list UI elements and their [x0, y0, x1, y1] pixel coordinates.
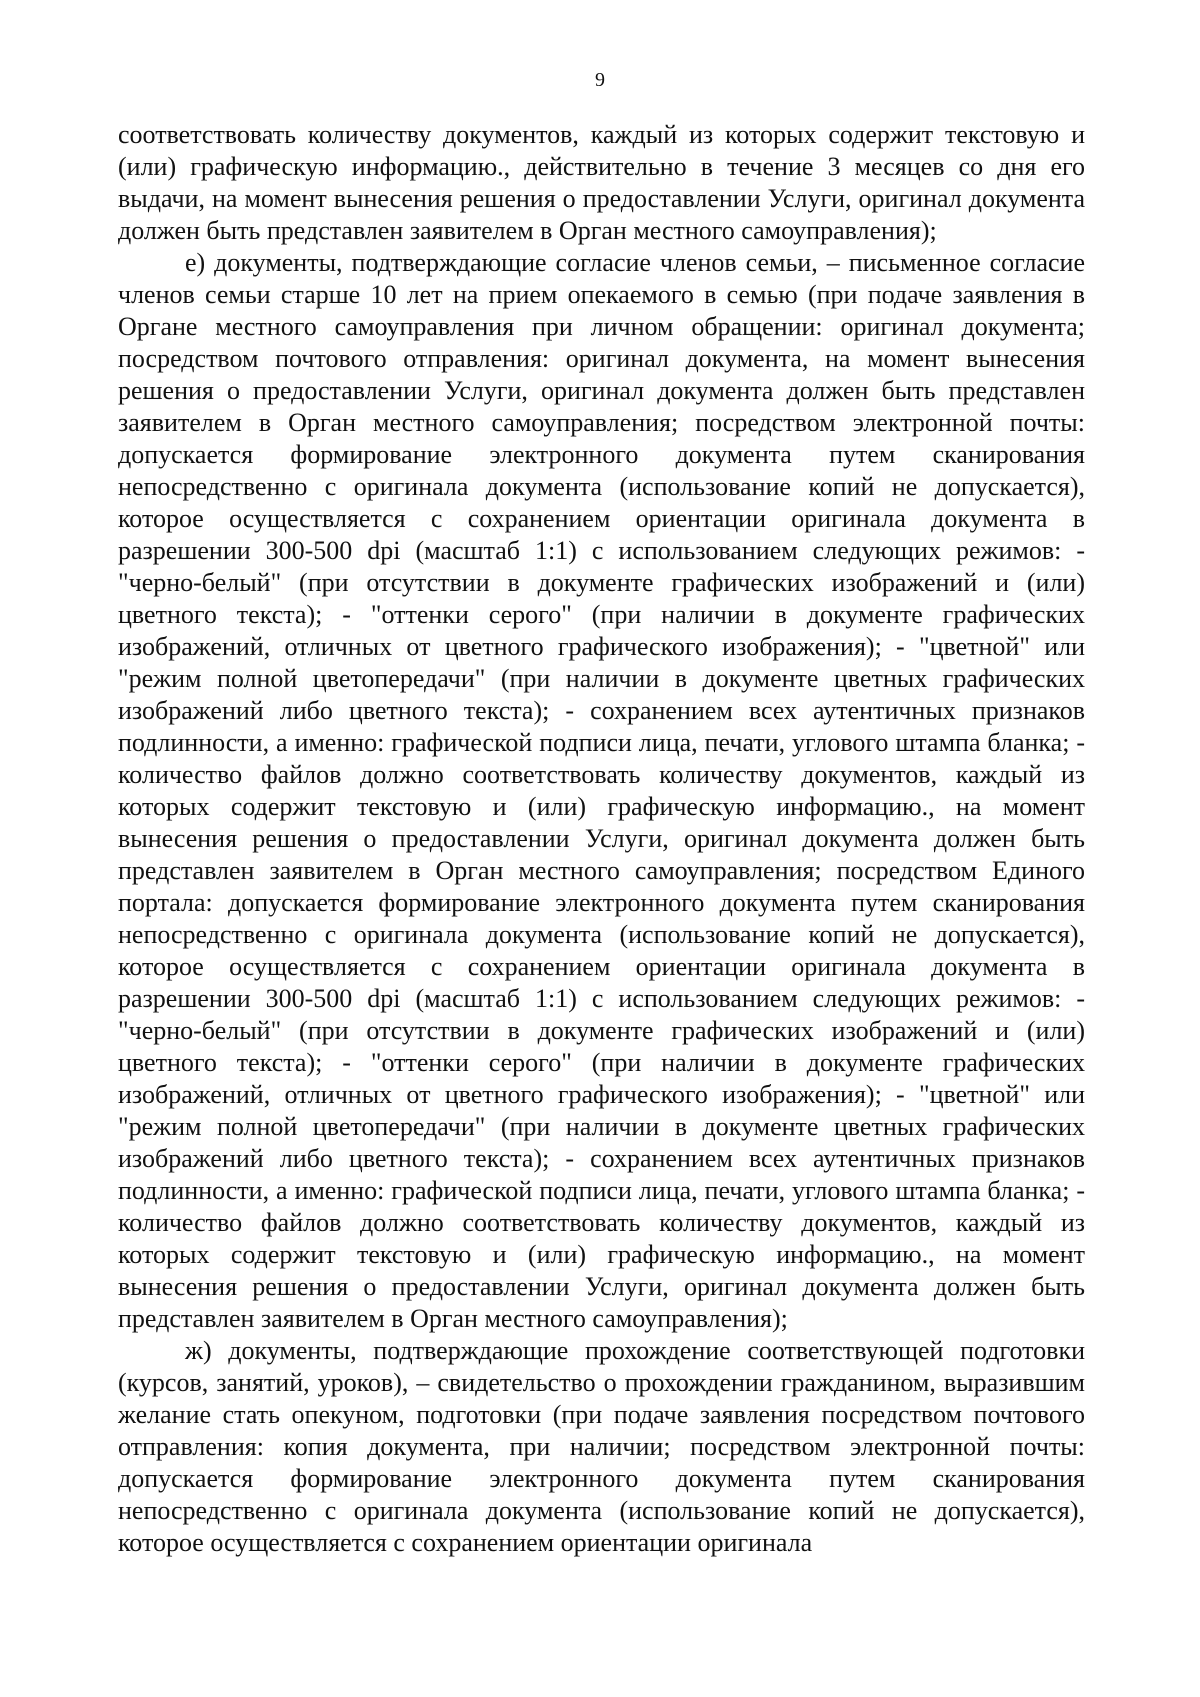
page-number: 9	[595, 69, 605, 91]
paragraph-item-e: е) документы, подтверждающие согласие членов семьи, – письменное согласие членов семьи старше 10 лет на прием опекаемого в семью (при подаче заявления в Органе местного самоуправления при личном обращении: оригинал документа; посредством почтового отправления: оригинал документа, на момент вынесения решения о предоставлении Услуги, оригинал документа должен быть представлен заявителем в Орган местного самоуправления; посредством электронной почты: допускается формирование электронного документа путем сканирования непосредственно с оригинала документа (использование копий не допускается), которое осуществляется с сохранением ориентации оригинала документа в разрешении 300-500 dpi (масштаб 1:1) с использованием следующих режимов: - "черно-белый" (при отсутствии в документе графических изображений и (или) цветного текста); - "оттенки серого" (при наличии в документе графических изображений, отличных от цветного графического изображения); - "цветной" или "режим полной цветопередачи" (при наличии в документе цветных графических изображений либо цветного текста); - сохранением всех аутентичных признаков подлинности, а именно: графической подписи лица, печати, углового штампа бланка; - количество файлов должно соответствовать количеству документов, каждый из которых содержит текстовую и (или) графическую информацию., на момент вынесения решения о предоставлении Услуги, оригинал документа должен быть представлен заявителем в Орган местного самоуправления; посредством Единого портала: допускается формирование электронного документа путем сканирования непосредственно с оригинала документа (использование копий не допускается), которое осуществляется с сохранением ориентации оригинала документа в разрешении 300-500 dpi (масштаб 1:1) с использованием следующих режимов: - "черно-белый" (при отсутствии в документе графических изображений и (или) цветного текста); - "оттенки серого" (при наличии в документе графических изображений, отличных от цветного графического изображения); - "цветной" или "режим полной цветопередачи" (при наличии в документе цветных графических изображений либо цветного текста); - сохранением всех аутентичных признаков подлинности, а именно: графической подписи лица, печати, углового штампа бланка; - количество файлов должно соответствовать количеству документов, каждый из которых содержит текстовую и (или) графическую информацию., на момент вынесения решения о предоставлении Услуги, оригинал документа должен быть представлен заявителем в Орган местного самоуправления);	[118, 248, 1085, 1333]
document-body	[118, 119, 1085, 1559]
paragraph-item-zh: ж) документы, подтверждающие прохождение соответствующей подготовки (курсов, занятий, уроков), – свидетельство о прохождении гражданином, выразившим желание стать опекуном, подготовки (при подаче заявления посредством почтового отправления: копия документа, при наличии; посредством электронной почты: допускается формирование электронного документа путем сканирования непосредственно с оригинала документа (использование копий не допускается), которое осуществляется с сохранением ориентации оригинала	[118, 1336, 1085, 1557]
paragraph-continuation: соответствовать количеству документов, каждый из которых содержит текстовую и (или) графическую информацию., действительно в течение 3 месяцев со дня его выдачи, на момент вынесения решения о предоставлении Услуги, оригинал документа должен быть представлен заявителем в Орган местного самоуправления);	[118, 120, 1085, 245]
